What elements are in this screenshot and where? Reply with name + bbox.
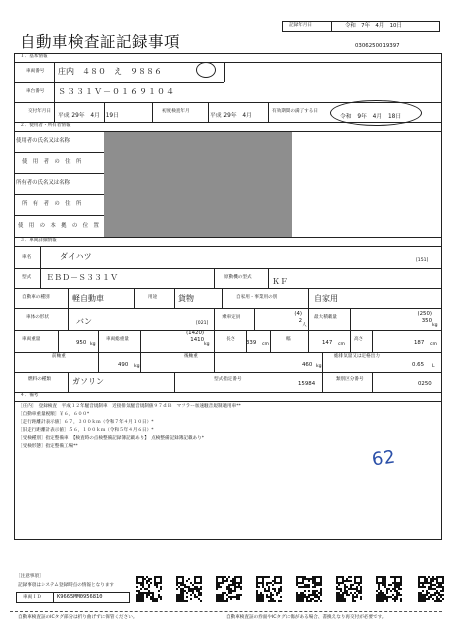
owner-label-user-address: 使 用 者 の 住 所 bbox=[22, 159, 82, 165]
plate-value: 庄内 ４８０ え ９８８６ bbox=[58, 67, 162, 76]
length-label: 長さ bbox=[226, 337, 236, 342]
rear-axle-label: 後軸重 bbox=[184, 354, 198, 359]
maker-label: 車名 bbox=[22, 255, 32, 260]
maker-code: [151] bbox=[416, 258, 429, 263]
category-value: 0250 bbox=[418, 381, 432, 387]
kind-label: 自動車の種別 bbox=[22, 295, 50, 300]
qr-code bbox=[336, 576, 362, 602]
owner-label-base-location: 使 用 の 本 拠 の 位 置 bbox=[18, 223, 99, 229]
height-value: 187 bbox=[414, 340, 425, 346]
fuel-value: ガソリン bbox=[72, 377, 104, 386]
record-date-label: 記録年月日 bbox=[289, 23, 312, 28]
qr-code bbox=[256, 576, 282, 602]
remarks-line: ［受検種別］指定整備車 【検査時の点検整備記録簿記載あり】 点検整備記録簿記載あり* bbox=[18, 436, 205, 441]
notes-text: 記録事項はシステム登録時点の情報となります bbox=[18, 583, 115, 588]
weight-value: 950 bbox=[76, 340, 87, 346]
footer-right: 自動車検査証の券面やICタグに傷がある場合、書換えなり再交付が必要です。 bbox=[226, 615, 387, 620]
doc-number: 0306250019397 bbox=[355, 43, 400, 49]
purpose-value: 自家用 bbox=[314, 294, 338, 303]
model-value: ＥＢＤ－Ｓ３３１Ｖ bbox=[46, 273, 118, 282]
engine-value: ＫＦ bbox=[272, 277, 288, 286]
section-user-owner: ２．使用者・所有者情報 bbox=[20, 123, 71, 128]
qr-code-row bbox=[136, 576, 446, 606]
notes-label: ［注意事項］ bbox=[16, 574, 44, 579]
displacement-label: 総排気量又は定格出力 bbox=[334, 354, 380, 359]
expiry-label: 有効期間の満了する日 bbox=[272, 109, 318, 114]
purpose-label: 自家用・事業用の別 bbox=[236, 295, 278, 300]
first-reg-value: 平成 29年 4月 bbox=[210, 113, 252, 119]
remarks-line: ［自動車重量税額］￥６，６００* bbox=[18, 412, 90, 417]
body-code: [021] bbox=[196, 321, 209, 326]
rear-axle-value: 460 bbox=[302, 362, 313, 368]
maxload-label: 最大積載量 bbox=[314, 315, 337, 320]
expiry-value: 令和 9年 4月 18日 bbox=[340, 114, 402, 120]
record-date-box bbox=[282, 21, 440, 32]
body-label: 車体の形状 bbox=[26, 315, 49, 320]
weight-label: 車両重量 bbox=[22, 337, 41, 342]
use-value: 貨物 bbox=[178, 294, 194, 303]
gross-label: 車両総重量 bbox=[106, 337, 129, 342]
qr-code bbox=[376, 576, 402, 602]
capacity-label: 乗車定員 bbox=[222, 315, 241, 320]
remarks-line: ［旧走行距離計表示値］５６，１００ｋｍ（令和５年４月６日）* bbox=[18, 428, 154, 433]
vehicle-id-value: K9665MM0956810 bbox=[57, 594, 103, 600]
category-label: 類別区分番号 bbox=[336, 377, 364, 382]
capacity-unit: 人 bbox=[302, 323, 307, 328]
handwritten-circle bbox=[196, 62, 216, 78]
owner-label-owner-address: 所 有 者 の 住 所 bbox=[22, 201, 82, 207]
displacement-value: 0.65 bbox=[412, 362, 425, 368]
length-unit: cm bbox=[262, 342, 270, 347]
remarks-line: ［庄内］ 登録検査 平成１２年騒音規制車 近接排気騒音規制値９７ｄＢ マフラー加速騒音規制適用車** bbox=[18, 404, 241, 409]
front-axle-unit: kg bbox=[134, 364, 140, 369]
kind-value: 軽自動車 bbox=[72, 294, 104, 303]
use-label: 用途 bbox=[148, 295, 158, 300]
length-value: 339 bbox=[246, 340, 257, 346]
designation-value: 15984 bbox=[298, 381, 316, 387]
owner-label-owner-name: 所有者の氏名又は名称 bbox=[16, 180, 70, 186]
vehicle-id-box bbox=[16, 592, 130, 603]
qr-code bbox=[136, 576, 162, 602]
capacity-value: (4) 2 bbox=[294, 311, 302, 325]
section-vehicle: ３．車両詳細情報 bbox=[20, 238, 57, 243]
qr-code bbox=[216, 576, 242, 602]
weight-unit: kg bbox=[90, 342, 96, 347]
chassis-label: 車台番号 bbox=[26, 89, 45, 94]
vehicle-id-label: 車両ＩＤ bbox=[23, 595, 42, 600]
width-unit: cm bbox=[338, 342, 346, 347]
section-remarks: ４．備考 bbox=[20, 393, 39, 398]
fuel-label: 燃料の種類 bbox=[28, 377, 51, 382]
maker-value: ダイハツ bbox=[60, 252, 92, 261]
maxload-unit: kg bbox=[432, 323, 438, 328]
front-axle-label: 前軸重 bbox=[52, 354, 66, 359]
issued-label: 交付年月日 bbox=[28, 109, 51, 114]
first-reg-label: 初度検査年月 bbox=[162, 109, 190, 114]
plate-label: 車両番号 bbox=[26, 69, 45, 74]
remarks-line: ［走行距離計表示値］６７，３００ｋｍ（令和７年４月１０日）* bbox=[18, 420, 154, 425]
chassis-value: Ｓ３３１Ｖ－０１６９１０４ bbox=[58, 87, 175, 96]
model-label: 型式 bbox=[22, 275, 32, 280]
rear-axle-unit: kg bbox=[316, 364, 322, 369]
width-value: 147 bbox=[322, 340, 333, 346]
gross-unit: kg bbox=[204, 342, 210, 347]
designation-label: 型式指定番号 bbox=[214, 377, 242, 382]
displacement-unit: L bbox=[432, 364, 435, 369]
gross-value: (1420) 1410 bbox=[186, 330, 204, 344]
width-label: 幅 bbox=[286, 337, 291, 342]
qr-code bbox=[176, 576, 202, 602]
height-unit: cm bbox=[430, 342, 438, 347]
page-title: 自動車検査証記録事項 bbox=[20, 33, 181, 51]
record-date-value: 令和 7年 4月 10日 bbox=[345, 23, 402, 29]
engine-label: 原動機の型式 bbox=[224, 275, 252, 280]
handwritten-mark: 62 bbox=[370, 446, 397, 471]
issued-value: 平成 29年 4月 19日 bbox=[58, 113, 119, 119]
front-axle-value: 490 bbox=[118, 362, 129, 368]
remarks-line: ［受検形態］指定整備工場** bbox=[18, 444, 78, 449]
footer-left: 自動車検査証のICタグ部分は折り曲げずに保管ください。 bbox=[18, 615, 138, 620]
qr-code bbox=[296, 576, 322, 602]
redacted-block bbox=[104, 132, 292, 238]
maxload-value: (250) 350 bbox=[417, 311, 432, 325]
height-label: 高さ bbox=[354, 337, 364, 342]
body-value: バン bbox=[76, 317, 92, 326]
section-basic: １．基本情報 bbox=[20, 54, 48, 59]
owner-label-user-name: 使用者の氏名又は名称 bbox=[16, 138, 70, 144]
expiry-highlight-ellipse bbox=[330, 100, 422, 126]
qr-code bbox=[418, 576, 444, 602]
